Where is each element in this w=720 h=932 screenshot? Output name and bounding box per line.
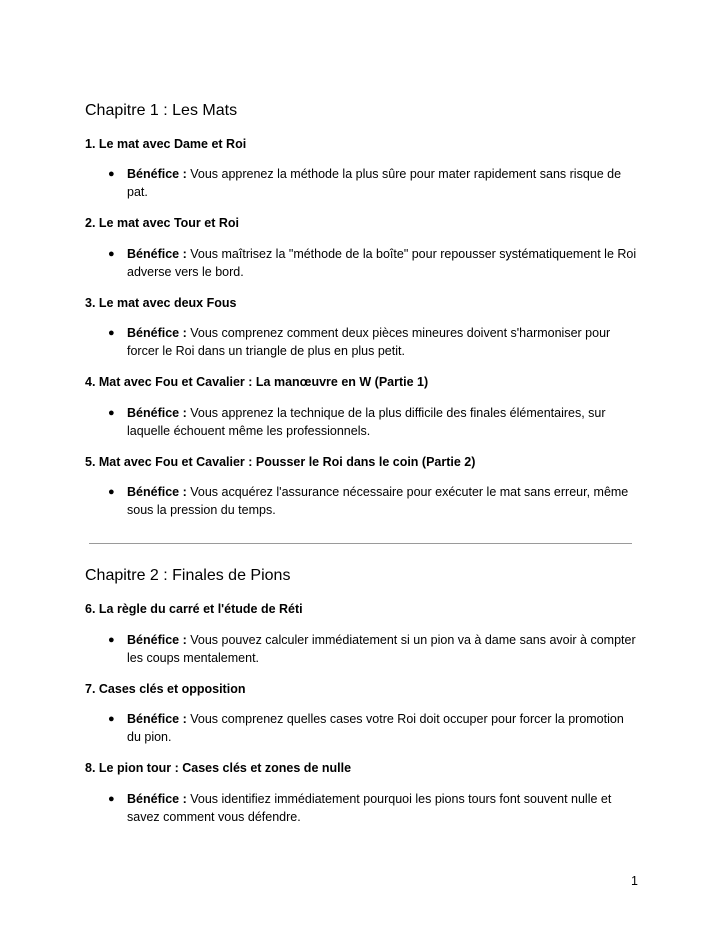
section-6-benefit	[108, 631, 638, 667]
page-number: 1	[631, 874, 638, 888]
benefit-description: Vous maîtrisez la "méthode de la boîte" pour repousser systématiquement le Roi adverse vers le bord.	[127, 247, 637, 279]
chapter-2-title: Chapitre 2 : Finales de Pions	[85, 567, 291, 584]
benefit-text	[127, 245, 638, 281]
section-2-benefit	[108, 245, 638, 281]
section-8-heading: 8. Le pion tour : Cases clés et zones de nulle	[85, 761, 352, 775]
bullet-dot-icon: ●	[108, 168, 115, 180]
bullet-dot-icon: ●	[108, 248, 115, 260]
benefit-description: Vous acquérez l'assurance nécessaire pour exécuter le mat sans erreur, même sous la pression du temps.	[127, 485, 629, 517]
section-1-benefit	[108, 165, 638, 201]
benefit-label: Bénéfice :	[127, 406, 187, 420]
benefit-description: Vous identifiez immédiatement pourquoi les pions tours font souvent nulle et savez comment vous défendre.	[127, 792, 612, 824]
benefit-label: Bénéfice :	[127, 712, 187, 726]
section-6-heading: 6. La règle du carré et l'étude de Réti	[85, 602, 303, 616]
benefit-text	[127, 790, 638, 826]
benefit-label: Bénéfice :	[127, 247, 187, 261]
benefit-label: Bénéfice :	[127, 326, 187, 340]
section-7-benefit	[108, 710, 638, 746]
bullet-dot-icon: ●	[108, 713, 115, 725]
section-3-benefit	[108, 324, 638, 360]
benefit-label: Bénéfice :	[127, 792, 187, 806]
horizontal-divider	[89, 543, 632, 544]
section-2-heading: 2. Le mat avec Tour et Roi	[85, 216, 239, 230]
bullet-dot-icon: ●	[108, 407, 115, 419]
benefit-text	[127, 404, 638, 440]
bullet-dot-icon: ●	[108, 486, 115, 498]
benefit-description: Vous apprenez la technique de la plus difficile des finales élémentaires, sur laquelle échouent même les professionnels.	[127, 406, 606, 438]
bullet-dot-icon: ●	[108, 634, 115, 646]
section-4-benefit	[108, 404, 638, 440]
benefit-text	[127, 710, 638, 746]
benefit-description: Vous pouvez calculer immédiatement si un pion va à dame sans avoir à compter les coups mentalement.	[127, 633, 636, 665]
benefit-label: Bénéfice :	[127, 633, 187, 647]
benefit-description: Vous comprenez comment deux pièces mineures doivent s'harmoniser pour forcer le Roi dans un triangle de plus en plus petit.	[127, 326, 611, 358]
section-7-heading: 7. Cases clés et opposition	[85, 682, 246, 696]
benefit-text	[127, 165, 638, 201]
benefit-text	[127, 631, 638, 667]
benefit-text	[127, 324, 638, 360]
chapter-1-title: Chapitre 1 : Les Mats	[85, 102, 238, 119]
bullet-dot-icon: ●	[108, 327, 115, 339]
section-8-benefit	[108, 790, 638, 826]
section-5-heading: 5. Mat avec Fou et Cavalier : Pousser le Roi dans le coin (Partie 2)	[85, 455, 476, 469]
section-3-heading: 3. Le mat avec deux Fous	[85, 296, 237, 310]
benefit-text	[127, 483, 638, 519]
benefit-label: Bénéfice :	[127, 167, 187, 181]
benefit-description: Vous comprenez quelles cases votre Roi doit occuper pour forcer la promotion du pion.	[127, 712, 624, 744]
benefit-label: Bénéfice :	[127, 485, 187, 499]
section-1-heading: 1. Le mat avec Dame et Roi	[85, 137, 247, 151]
section-4-heading: 4. Mat avec Fou et Cavalier : La manœuvre en W (Partie 1)	[85, 375, 429, 389]
benefit-description: Vous apprenez la méthode la plus sûre pour mater rapidement sans risque de pat.	[127, 167, 622, 199]
bullet-dot-icon: ●	[108, 793, 115, 805]
section-5-benefit	[108, 483, 638, 519]
